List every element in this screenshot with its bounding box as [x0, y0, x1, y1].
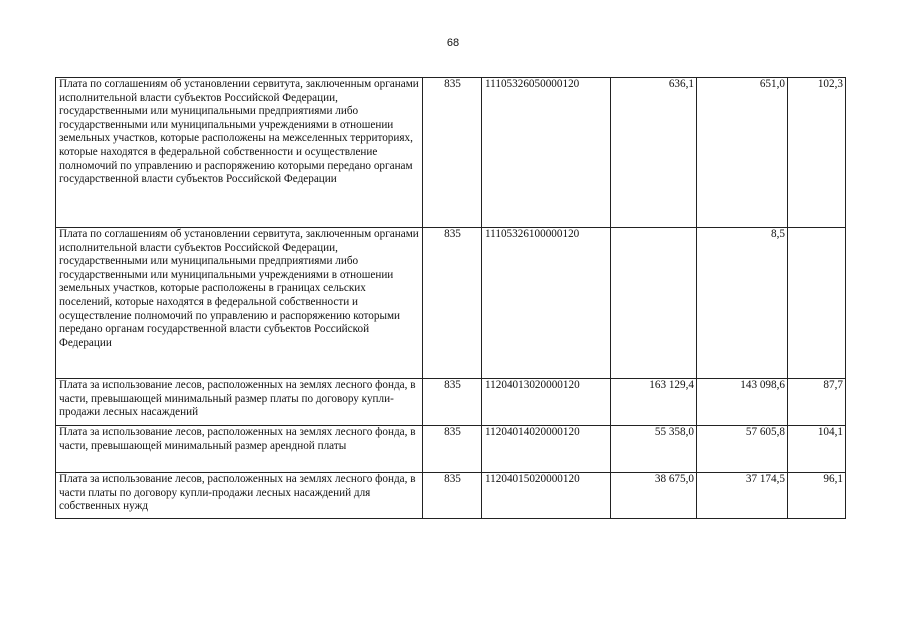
administrator-code-cell: 835: [423, 426, 482, 473]
revenue-name-cell: Плата за использование лесов, расположенных на землях лесного фонда, в части, превышающей минимальный размер арендной платы: [56, 426, 423, 473]
budget-classification-code-cell: 11204015020000120: [482, 473, 611, 519]
administrator-code-cell: 835: [423, 78, 482, 228]
value-2-cell: 8,5: [697, 228, 788, 379]
table-row: [56, 473, 846, 519]
value-1-cell: [611, 228, 697, 379]
page-number: 68: [446, 37, 460, 49]
revenue-name-cell: Плата за использование лесов, расположенных на землях лесного фонда, в части, превышающей минимальный размер платы по договору купли-продажи лесных насаждений: [56, 379, 423, 426]
budget-classification-code-cell: 11204013020000120: [482, 379, 611, 426]
table-row: [56, 228, 846, 379]
budget-classification-code-cell: 11204014020000120: [482, 426, 611, 473]
administrator-code-cell: 835: [423, 228, 482, 379]
administrator-code-cell: 835: [423, 379, 482, 426]
revenue-name-cell: Плата по соглашениям об установлении сервитута, заключенным органами исполнительной власти субъектов Российской Федерации, государственными или муниципальными предприятиями либо государственными или муниципальными учреждениями в отношении земельных участков, которые расположены в границах сельских поселений, которые находятся в федеральной собственности и осуществление полномочий по управлению и распоряжению которыми передано органам государственной власти субъектов Российской Федерации: [56, 228, 423, 379]
value-2-cell: 651,0: [697, 78, 788, 228]
table-row: [56, 379, 846, 426]
revenue-name-cell: Плата за использование лесов, расположенных на землях лесного фонда, в части платы по договору купли-продажи лесных насаждений для собственных нужд: [56, 473, 423, 519]
value-1-cell: 38 675,0: [611, 473, 697, 519]
budget-classification-code-cell: 11105326050000120: [482, 78, 611, 228]
percent-cell: 87,7: [788, 379, 846, 426]
revenue-name-cell: Плата по соглашениям об установлении сервитута, заключенным органами исполнительной власти субъектов Российской Федерации, государственными или муниципальными предприятиями либо государственными или муниципальными учреждениями в отношении земельных участков, которые расположены на межселенных территориях, которые находятся в федеральной собственности и осуществление полномочий по управлению и распоряжению которыми передано органам государственной власти субъектов Российской Федерации: [56, 78, 423, 228]
budget-classification-code-cell: 11105326100000120: [482, 228, 611, 379]
percent-cell: [788, 228, 846, 379]
value-1-cell: 55 358,0: [611, 426, 697, 473]
table-row: [56, 78, 846, 228]
revenue-table: [55, 77, 846, 519]
value-2-cell: 37 174,5: [697, 473, 788, 519]
table-row: [56, 426, 846, 473]
percent-cell: 102,3: [788, 78, 846, 228]
administrator-code-cell: 835: [423, 473, 482, 519]
percent-cell: 104,1: [788, 426, 846, 473]
value-1-cell: 163 129,4: [611, 379, 697, 426]
value-2-cell: 57 605,8: [697, 426, 788, 473]
value-1-cell: 636,1: [611, 78, 697, 228]
value-2-cell: 143 098,6: [697, 379, 788, 426]
percent-cell: 96,1: [788, 473, 846, 519]
